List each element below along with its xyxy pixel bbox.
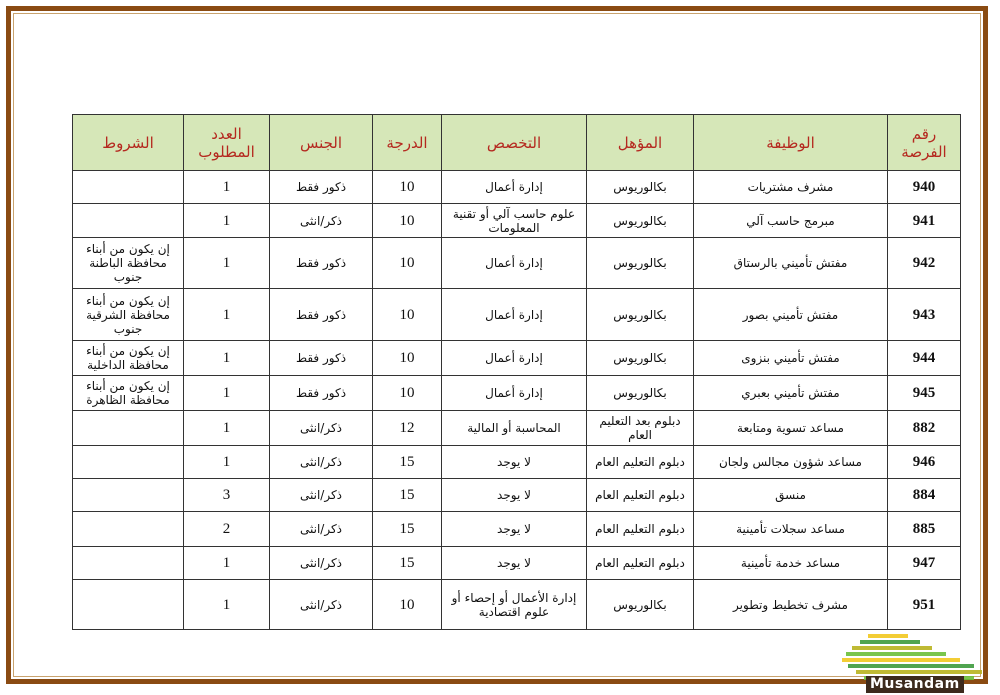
table-row — [73, 289, 961, 341]
cell-specialization: لا يوجد — [442, 446, 587, 479]
cell-gender: ذكر/انثى — [270, 547, 373, 580]
cell-qualification: دبلوم التعليم العام — [587, 512, 694, 547]
cell-grade: 15 — [373, 446, 442, 479]
logo-stripe — [868, 634, 908, 638]
cell-qualification: بكالوريوس — [587, 580, 694, 630]
cell-job: مساعد سجلات تأمينية — [694, 512, 888, 547]
logo-stripe — [842, 658, 960, 662]
cell-count: 1 — [184, 238, 270, 289]
header-qualification: المؤهل — [587, 115, 694, 171]
cell-num: 882 — [888, 411, 961, 446]
cell-count: 1 — [184, 204, 270, 238]
cell-specialization: إدارة أعمال — [442, 238, 587, 289]
logo-stripe — [846, 652, 946, 656]
cell-conditions — [73, 512, 184, 547]
logo-stripe — [856, 670, 982, 674]
cell-num: 940 — [888, 171, 961, 204]
cell-specialization: إدارة أعمال — [442, 376, 587, 411]
header-grade: الدرجة — [373, 115, 442, 171]
cell-num: 946 — [888, 446, 961, 479]
cell-job: مفتش تأميني بالرستاق — [694, 238, 888, 289]
logo-stripes — [842, 634, 982, 680]
cell-num: 945 — [888, 376, 961, 411]
cell-qualification: دبلوم بعد التعليم العام — [587, 411, 694, 446]
cell-num: 884 — [888, 479, 961, 512]
cell-qualification: دبلوم التعليم العام — [587, 479, 694, 512]
cell-job: مبرمج حاسب آلي — [694, 204, 888, 238]
cell-count: 1 — [184, 411, 270, 446]
cell-grade: 15 — [373, 547, 442, 580]
header-required-count: العدد المطلوب — [184, 115, 270, 171]
cell-gender: ذكر/انثى — [270, 204, 373, 238]
table-row — [73, 479, 961, 512]
cell-gender: ذكر/انثى — [270, 411, 373, 446]
cell-job: مساعد خدمة تأمينية — [694, 547, 888, 580]
cell-grade: 12 — [373, 411, 442, 446]
cell-qualification: بكالوريوس — [587, 204, 694, 238]
cell-conditions — [73, 446, 184, 479]
header-specialization: التخصص — [442, 115, 587, 171]
cell-grade: 10 — [373, 376, 442, 411]
cell-conditions — [73, 547, 184, 580]
cell-num: 943 — [888, 289, 961, 341]
cell-gender: ذكر/انثى — [270, 479, 373, 512]
table-row — [73, 204, 961, 238]
cell-count: 1 — [184, 341, 270, 376]
logo-stripe — [852, 646, 932, 650]
cell-job: مساعد تسوية ومتابعة — [694, 411, 888, 446]
cell-specialization: علوم حاسب آلي أو تقنية المعلومات — [442, 204, 587, 238]
cell-grade: 15 — [373, 479, 442, 512]
logo-stripe — [848, 664, 974, 668]
table-row — [73, 411, 961, 446]
cell-num: 942 — [888, 238, 961, 289]
cell-qualification: دبلوم التعليم العام — [587, 547, 694, 580]
cell-specialization: إدارة أعمال — [442, 289, 587, 341]
cell-qualification: دبلوم التعليم العام — [587, 446, 694, 479]
cell-job: مفتش تأميني بعبري — [694, 376, 888, 411]
cell-specialization: لا يوجد — [442, 547, 587, 580]
cell-gender: ذكر/انثى — [270, 512, 373, 547]
cell-qualification: بكالوريوس — [587, 171, 694, 204]
cell-grade: 10 — [373, 238, 442, 289]
cell-count: 1 — [184, 446, 270, 479]
cell-count: 2 — [184, 512, 270, 547]
cell-qualification: بكالوريوس — [587, 341, 694, 376]
table-row — [73, 580, 961, 630]
cell-count: 3 — [184, 479, 270, 512]
cell-grade: 10 — [373, 204, 442, 238]
cell-num: 947 — [888, 547, 961, 580]
table-row — [73, 238, 961, 289]
cell-num: 885 — [888, 512, 961, 547]
cell-gender: ذكور فقط — [270, 171, 373, 204]
cell-specialization: المحاسبة أو المالية — [442, 411, 587, 446]
cell-conditions: إن يكون من أبناء محافظة الشرقية جنوب — [73, 289, 184, 341]
cell-specialization: لا يوجد — [442, 479, 587, 512]
cell-specialization: إدارة أعمال — [442, 341, 587, 376]
table-row — [73, 376, 961, 411]
cell-count: 1 — [184, 289, 270, 341]
cell-count: 1 — [184, 547, 270, 580]
table-row — [73, 171, 961, 204]
header-gender: الجنس — [270, 115, 373, 171]
cell-grade: 15 — [373, 512, 442, 547]
cell-specialization: إدارة أعمال — [442, 171, 587, 204]
table-row — [73, 341, 961, 376]
cell-job: منسق — [694, 479, 888, 512]
cell-gender: ذكر/انثى — [270, 580, 373, 630]
cell-num: 951 — [888, 580, 961, 630]
cell-conditions — [73, 204, 184, 238]
watermark-text: Musandam — [866, 676, 964, 693]
jobs-table — [72, 114, 961, 630]
cell-gender: ذكور فقط — [270, 238, 373, 289]
cell-conditions: إن يكون من أبناء محافظة الباطنة جنوب — [73, 238, 184, 289]
cell-grade: 10 — [373, 580, 442, 630]
cell-gender: ذكور فقط — [270, 289, 373, 341]
cell-conditions — [73, 171, 184, 204]
table-header-row — [73, 115, 961, 171]
cell-job: مساعد شؤون مجالس ولجان — [694, 446, 888, 479]
table-body — [73, 171, 961, 630]
cell-num: 941 — [888, 204, 961, 238]
cell-grade: 10 — [373, 289, 442, 341]
table-row — [73, 446, 961, 479]
cell-conditions — [73, 479, 184, 512]
header-conditions: الشروط — [73, 115, 184, 171]
cell-specialization: لا يوجد — [442, 512, 587, 547]
cell-count: 1 — [184, 171, 270, 204]
cell-conditions: إن يكون من أبناء محافظة الظاهرة — [73, 376, 184, 411]
cell-qualification: بكالوريوس — [587, 238, 694, 289]
header-job-number: رقم الفرصة — [888, 115, 961, 171]
cell-conditions — [73, 411, 184, 446]
logo-stripe — [860, 640, 920, 644]
header-job-title: الوظيفة — [694, 115, 888, 171]
cell-job: مشرف تخطيط وتطوير — [694, 580, 888, 630]
cell-qualification: بكالوريوس — [587, 376, 694, 411]
cell-job: مشرف مشتريات — [694, 171, 888, 204]
cell-num: 944 — [888, 341, 961, 376]
cell-specialization: إدارة الأعمال أو إحصاء أو علوم اقتصادية — [442, 580, 587, 630]
cell-conditions — [73, 580, 184, 630]
cell-grade: 10 — [373, 341, 442, 376]
cell-gender: ذكر/انثى — [270, 446, 373, 479]
cell-gender: ذكور فقط — [270, 376, 373, 411]
cell-qualification: بكالوريوس — [587, 289, 694, 341]
cell-count: 1 — [184, 580, 270, 630]
table-row — [73, 512, 961, 547]
cell-conditions: إن يكون من أبناء محافظة الداخلية — [73, 341, 184, 376]
table-row — [73, 547, 961, 580]
cell-grade: 10 — [373, 171, 442, 204]
cell-job: مفتش تأميني بصور — [694, 289, 888, 341]
cell-gender: ذكور فقط — [270, 341, 373, 376]
cell-count: 1 — [184, 376, 270, 411]
cell-job: مفتش تأميني بنزوى — [694, 341, 888, 376]
